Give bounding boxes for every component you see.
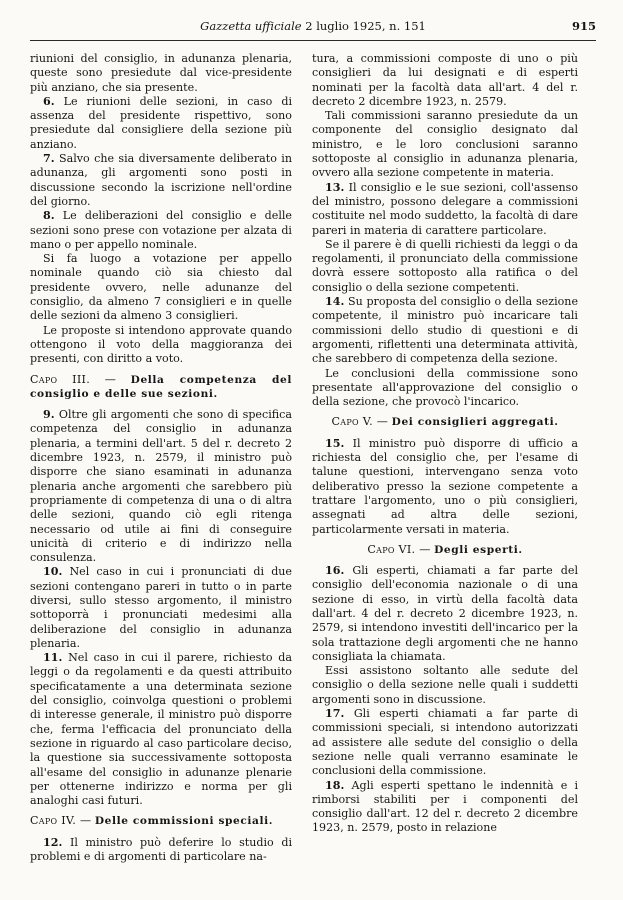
article-7 [30,152,292,209]
article-text: Salvo che sia diversamente deliberato in adunanza, gli argomenti sono posti in discussione secondo la iscrizione nell'ordine del giorno. [30,152,292,208]
article-text: Su proposta del consiglio o della sezione competente, il ministro può incaricare tali commissioni dello studio di questioni e di argomenti, riflettenti una determinata attività, che sarebbero di competenza della sezione. [312,295,579,366]
article-number: 14. [325,295,345,309]
article-text: Agli esperti spettano le indennità e i rimborsi stabiliti per i componenti del consiglio dall'art. 12 del r. decreto 2 dicembre 1923, n. 2579, posto in relazione [312,778,579,835]
article-text: Il consiglio e le sue sezioni, coll'assenso del ministro, possono delegare a commissioni costituite nel modo suddetto, la facoltà di dare pareri in materia di carattere particolare. [312,180,578,237]
article-text: Oltre gli argomenti che sono di specifica competenza del consiglio in adunanza plenaria, a termini dell'art. 5 del r. decreto 2 dicembre 1923, n. 2579, il ministro può disporre che siano esaminati in adunanza plenaria anche argomenti che sarebbero più propriamente di competenza di una o di altra delle sezioni, quando ciò egli ritenga necessario od utile ai fini di conseguire unicità di criterio e di indirizzo nella consulenza. [30,408,292,565]
article-number: 11. [43,651,63,665]
article-18 [312,779,578,836]
paragraph: Le conclusioni della commissione sono presentate all'approvazione del consiglio o della sezione, che provocò l'incarico. [312,366,578,409]
article-17 [312,707,578,778]
chapter-label: Capo VI. — [367,542,431,556]
article-11 [30,651,292,808]
header-rule [30,40,596,41]
article-number: 16. [325,564,345,578]
paragraph: Tali commissioni saranno presiedute da un componente del consiglio designato dal ministro, e le loro conclusioni saranno sottoposte al consiglio in adunanza plenaria, ovvero alla sezione competente in materia. [312,109,578,180]
article-number: 6. [43,94,55,108]
page-header [30,18,596,34]
article-text: Nel caso in cui il parere, richiesto da leggi o da regolamenti e da questi attribuito specificatamente a una determinata sezione del consiglio, coinvolga questioni o problemi di interesse generale, il ministro può disporre che, ferma l'efficacia del pronunciato della sezione in riguardo al caso particolare deciso, la questione sia successivamente sottoposta all'esame del consiglio in adunanze plenarie per ottenerne indirizzo e norma per gli analoghi casi futuri. [30,651,292,808]
left-column [30,52,292,864]
chapter-heading-6 [312,543,578,557]
article-text: Le deliberazioni del consiglio e delle sezioni sono prese con votazione per alzata di mano o per appello nominale. [30,209,292,251]
chapter-label: Capo III. — [30,372,117,386]
article-text: Nel caso in cui i pronunciati di due sezioni contengano pareri in tutto o in parte diversi, sullo stesso argomento, il ministro sottoporrà i pronunciati medesimi alla deliberazione del consiglio in adunanza plenaria. [30,565,293,650]
chapter-title: Della competenza del consiglio e delle sue sezioni. [30,373,293,400]
article-number: 18. [325,778,345,792]
article-13 [312,181,578,238]
paragraph: tura, a commissioni composte di uno o più consiglieri da lui designati e di esperti nominati per la facoltà data all'art. 4 del r. decreto 2 dicembre 1923, n. 2579. [312,52,578,108]
paragraph: Le proposte si intendono approvate quando ottengono il voto della maggioranza dei presenti, con diritto a voto. [30,323,292,366]
chapter-title: Degli esperti. [434,543,523,556]
article-9 [30,408,292,565]
article-text: Gli esperti chiamati a far parte di commissioni speciali, si intendono autorizzati ad assistere alle sedute del consiglio o della sezione nelle quali verranno esaminate le conclusioni della commissione. [312,707,578,778]
chapter-title: Delle commissioni speciali. [94,815,274,828]
article-number: 9. [43,408,55,422]
article-12 [30,836,292,865]
article-number: 15. [325,436,345,450]
chapter-label: Capo V. — [331,415,389,429]
header-center [30,18,596,34]
paragraph: riunioni del consiglio, in adunanza plenaria, queste sono presiedute dal vice-presidente più anziano, che sia presente. [30,52,292,94]
article-text: Il ministro può deferire lo studio di problemi e di argomenti di particolare na- [30,835,292,864]
article-16 [312,564,578,664]
paragraph: Se il parere è di quelli richiesti da leggi o da regolamenti, il pronunciato della commissione dovrà essere sottoposto alla ratifica o del consiglio o della sezione competenti. [312,237,578,294]
article-text: Gli esperti, chiamati a far parte del consiglio dell'economia nazionale o di una sezione di esso, in virtù della facoltà data dall'art. 4 del r. decreto 2 dicembre 1923, n. 2579, si intendono investiti dell'incarico per la sola trattazione degli argomenti che ne hanno consigliata la chiamata. [312,564,578,663]
right-column [312,52,578,836]
article-text: Il ministro può disporre di ufficio a richiesta del consiglio che, per l'esame di talune questioni, intervengano senza voto deliberativo presso la sezione competente a trattare l'argomento, uno o più consiglieri, assegnati ad altra delle sezioni, particolarmente versati in materia. [312,436,578,536]
article-number: 10. [43,565,63,579]
article-text: Le riunioni delle sezioni, in caso di assenza del presidente rispettivo, sono presiedute dal consigliere della sezione più anziano. [30,94,292,151]
article-number: 8. [43,209,55,223]
chapter-label: Capo IV. — [30,814,92,828]
page-number: 915 [571,19,596,33]
article-number: 12. [43,835,63,849]
chapter-heading-4 [30,814,292,828]
chapter-heading-3 [30,373,292,402]
paragraph: Essi assistono soltanto alle sedute del consiglio o della sezione nelle quali i suddetti argomenti sono in discussione. [312,664,578,706]
article-number: 17. [325,707,345,721]
issue-date: 2 luglio 1925, n. 151 [305,19,426,33]
article-10 [30,565,292,651]
article-number: 13. [325,180,345,194]
article-8 [30,209,292,252]
paragraph: Si fa luogo a votazione per appello nominale quando ciò sia chiesto dal presidente ovvero, nelle adunanze del consiglio, da almeno 7 consiglieri e in quelle delle sezioni da almeno 3 consiglieri. [30,252,292,323]
article-6 [30,95,292,152]
article-15 [312,437,578,537]
chapter-title: Dei consiglieri aggregati. [391,416,559,429]
gazette-title: Gazzetta ufficiale [200,19,302,33]
article-14 [312,295,578,366]
article-number: 7. [43,152,55,166]
chapter-heading-5 [312,415,578,429]
